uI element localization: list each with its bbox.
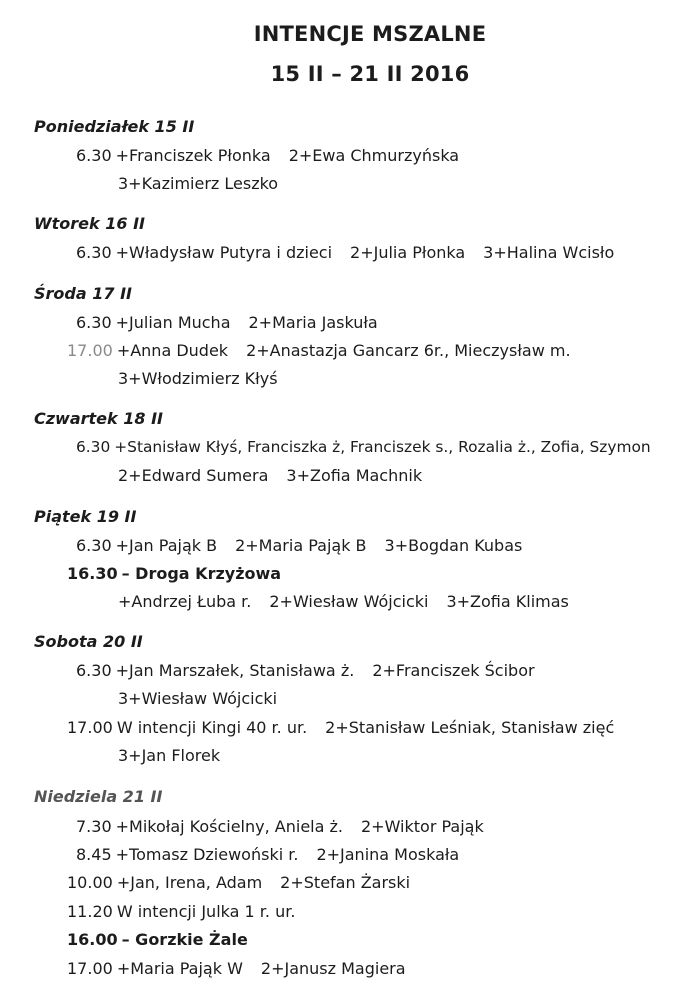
intention: 2+Janina Moskała [316,845,460,864]
intention: 2+Maria Jaskuła [248,313,378,332]
day-heading-thursday: Czwartek 18 II [34,409,163,428]
mass-time: 16.30 [67,564,118,583]
intention-line [67,341,571,360]
intention: +Maria Pająk W [116,959,243,978]
mass-time: 6.30 [76,536,112,555]
intention: W intencji Kingi 40 r. ur. [116,718,308,737]
intention: +Jan, Irena, Adam [116,873,263,892]
mass-time: 8.45 [76,845,112,864]
service-name: – Gorzkie Żale [121,930,248,949]
intention-line [76,438,651,456]
intention: 3+Halina Wcisło [483,243,615,262]
intention-line [76,146,459,165]
intention: 2+Maria Pająk B [235,536,367,555]
intention: 2+Julia Płonka [350,243,466,262]
intention-line [67,902,295,921]
mass-time: 17.00 [67,341,113,360]
mass-time: 6.30 [76,146,112,165]
mass-time: 11.20 [67,902,113,921]
mass-time: 16.00 [67,930,118,949]
intention-line [76,817,484,836]
intention-line [76,243,614,262]
mass-time: 10.00 [67,873,113,892]
intention-line [67,718,614,737]
mass-time: 6.30 [76,243,112,262]
page-title: INTENCJE MSZALNE [253,22,487,46]
mass-time: 6.30 [76,438,111,456]
intention-line [76,845,459,864]
intention: +Andrzej Łuba r. [118,592,252,611]
day-heading-sunday: Niedziela 21 II [34,787,163,806]
day-heading-monday: Poniedziałek 15 II [34,117,195,136]
service-name: – Droga Krzyżowa [121,564,282,583]
mass-time: 17.00 [67,959,113,978]
intention: +Jan Marszałek, Stanisława ż. [115,661,355,680]
intention: +Jan Pająk B [115,536,218,555]
intention-line [67,959,406,978]
intention: 3+Bogdan Kubas [384,536,523,555]
intention-line [118,369,278,388]
intention: +Franciszek Płonka [115,146,271,165]
intention: 2+Janusz Magiera [260,959,406,978]
intention: W intencji Julka 1 r. ur. [116,902,296,921]
intention: +Tomasz Dziewoński r. [115,845,299,864]
intention: 2+Edward Sumera [118,466,269,485]
date-range: 15 II – 21 II 2016 [270,62,470,86]
intention-line [118,466,422,485]
day-heading-wednesday: Środa 17 II [34,284,132,303]
day-heading-tuesday: Wtorek 16 II [34,214,145,233]
intention: 2+Wiesław Wójcicki [269,592,429,611]
mass-time: 6.30 [76,661,112,680]
intention: +Anna Dudek [116,341,229,360]
intention: +Mikołaj Kościelny, Aniela ż. [115,817,343,836]
intention: 3+Zofia Klimas [446,592,569,611]
intention-line [118,592,569,611]
mass-time: 7.30 [76,817,112,836]
intention: 3+Jan Florek [118,746,221,765]
mass-time: 6.30 [76,313,112,332]
intention: 3+Wiesław Wójcicki [118,689,278,708]
intention-line [118,174,278,193]
intention: 3+Włodzimierz Kłyś [118,369,278,388]
day-heading-friday: Piątek 19 II [34,507,137,526]
intention-line [76,313,378,332]
intention-line [118,746,220,765]
intention: 2+Stanisław Leśniak, Stanisław zięć [325,718,615,737]
intention: +Stanisław Kłyś, Franciszka ż, Franciszek s., Rozalia ż., Zofia, Szymon [114,438,651,456]
intention-line [76,536,522,555]
day-heading-saturday: Sobota 20 II [34,632,143,651]
intention: 2+Wiktor Pająk [360,817,484,836]
intention: +Władysław Putyra i dzieci [115,243,333,262]
service-line [67,930,248,949]
intention: 2+Ewa Chmurzyńska [288,146,460,165]
mass-time: 17.00 [67,718,113,737]
intention: 3+Kazimierz Leszko [118,174,279,193]
intention: +Julian Mucha [115,313,231,332]
intention-line [67,873,410,892]
intention-line [118,689,277,708]
intention: 2+Anastazja Gancarz 6r., Mieczysław m. [246,341,571,360]
intention-line [76,661,535,680]
service-line [67,564,281,583]
intention: 3+Zofia Machnik [286,466,423,485]
intention: 2+Franciszek Ścibor [372,661,535,680]
intention: 2+Stefan Żarski [280,873,411,892]
